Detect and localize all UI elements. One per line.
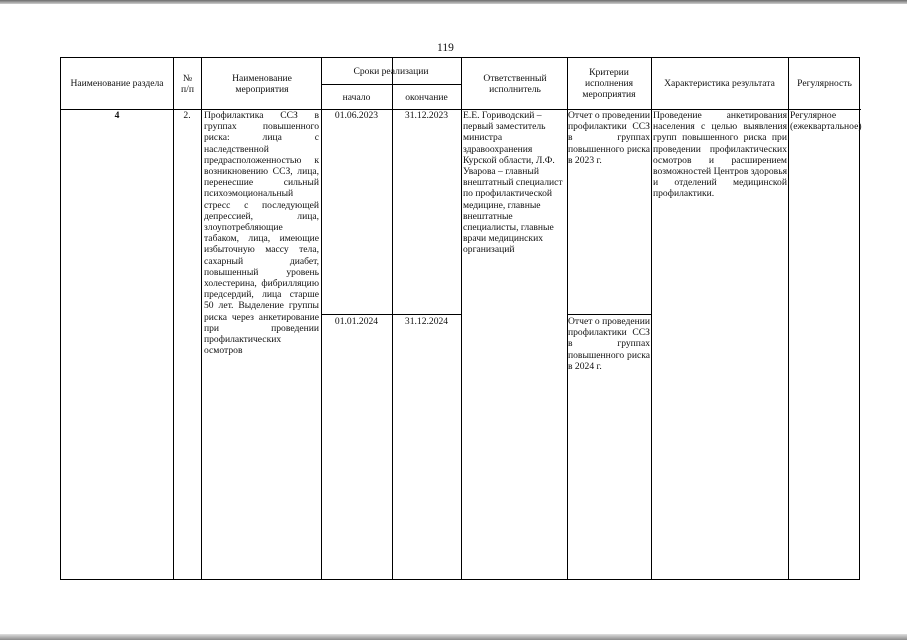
row-activity: Профилактика ССЗ в группах повышенного риска: лица с наследственной предрасположенностью к возникновению ССЗ, лица, перенесшие сильный психоэмоциональный стресс с последующей депрессией, лица, злоупотребляющие табаком, лица, имеющие избыточную массу тела, сахарный диабет, повышенный уровень холестерина, фибрилляцию предсердий, лица старше 50 лет. Выделение группы риска через анкетирование при проведении профилактических осмотров [204,110,319,357]
period-divider-line [321,314,461,315]
header-terms: Сроки реализации [353,65,429,77]
period-1-start: 01.06.2023 [334,110,379,121]
col-divider [651,58,652,579]
period-1-end: 31.12.2023 [404,110,449,121]
header-criteria: Критерии исполнения мероприятия [582,67,636,100]
header-regularity: Регулярность [797,78,852,89]
header-number: № п/п [181,72,194,95]
header-activity-name: Наименование мероприятия [232,72,292,95]
col-divider [461,58,462,579]
period-2-criteria: Отчет о проведении профилактики ССЗ в группах повышенного риска в 2024 г. [568,316,650,372]
row-regularity: Регулярное (ежеквартальное) [790,110,862,133]
header-end: окончание [405,91,448,103]
header-section-name: Наименование раздела [70,78,164,89]
header-start: начало [342,91,371,103]
header-result: Характеристика результата [664,78,775,89]
col-divider [788,58,789,579]
plan-table [60,57,860,580]
header-responsible: Ответственный исполнитель [483,72,547,95]
page-number: 119 [437,42,454,54]
row-section: 4 [114,110,120,121]
period-2-start: 01.01.2024 [334,316,379,327]
col-divider [173,58,174,579]
criteria-divider-line [567,314,651,315]
period-1-criteria: Отчет о проведении профилактики ССЗ в группах повышенного риска в 2023 г. [568,110,650,166]
row-result: Проведение анкетирования населения с целью выявления групп повышенного риска при проведении профилактических осмотров и расширением возможностей Центров здоровья и отделений медицинской профилактики. [653,110,787,200]
row-responsible: Е.Е. Гориводский – первый заместитель министра здравоохранения Курской области, Л.Ф. Уварова – главный внештатный специалист по профилактической медицине, главные внештатные специалисты, главные врачи медицинских организаций [463,110,563,256]
scan-edge-top [0,0,907,4]
row-number: 2. [183,110,191,121]
scan-edge-bottom [0,634,907,640]
col-divider [201,58,202,579]
period-2-end: 31.12.2024 [404,316,449,327]
